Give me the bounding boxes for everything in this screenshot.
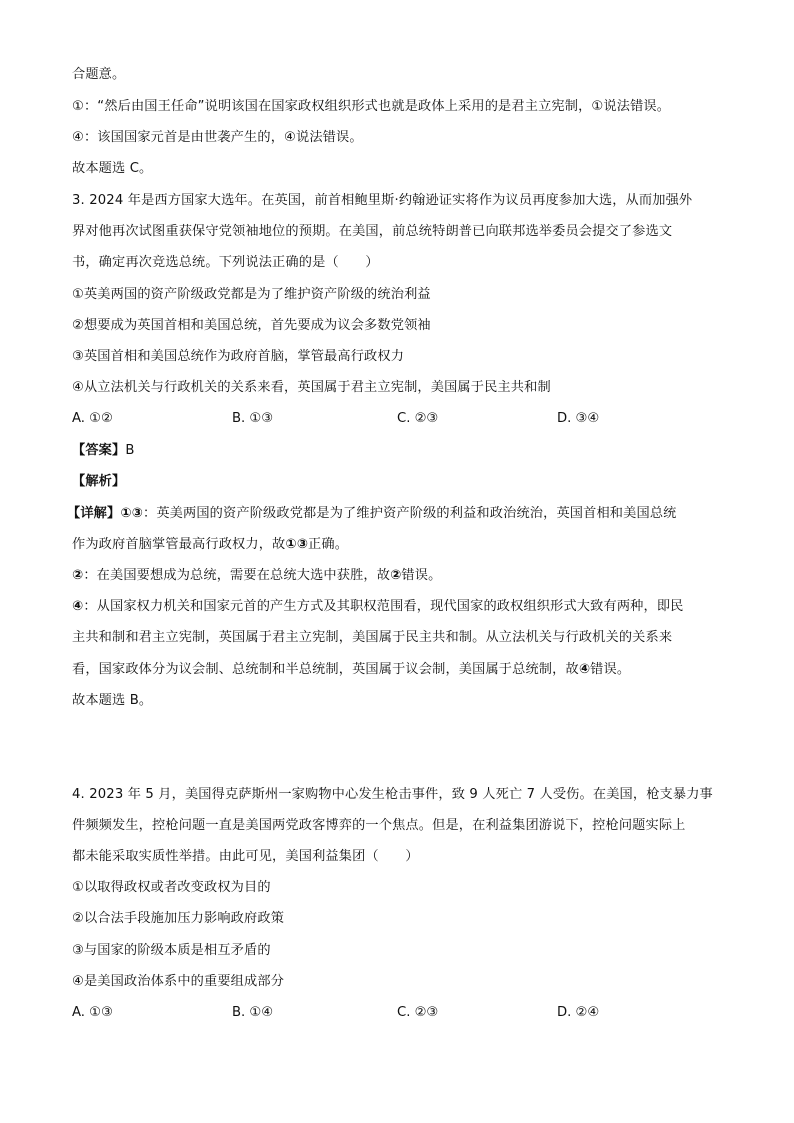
answer-tag: 【答案】	[72, 443, 126, 458]
statement-item: ①英美两国的资产阶级政党都是为了维护资产阶级的统治利益	[72, 287, 431, 302]
statement-item: ②想要成为英国首相和美国总统，首先要成为议会多数党领袖	[72, 318, 431, 333]
detail-line	[72, 567, 441, 585]
question-3-stem: 书，确定再次竞选总统。下列说法正确的是（ ）	[72, 255, 379, 270]
text-line: ④：该国国家元首是由世袭产生的，④说法错误。	[72, 130, 363, 145]
detail-text: ：从国家权力机关和国家元首的产生方式及其职权范围看，现代国家的政权组织形式大致有两种，即民	[83, 599, 684, 614]
detail-ref: ④	[72, 599, 84, 614]
detail-text: 错误。	[590, 662, 631, 677]
detail-line	[67, 505, 677, 523]
detail-line: 主共和制和君主立宪制，英国属于君主立宪制，美国属于民主共和制。从立法机关与行政机关的关系来	[72, 630, 673, 645]
statement-item: ②以合法手段施加压力影响政府政策	[72, 911, 285, 926]
detail-text: 看，国家政体分为议会制、总统制和半总统制，英国属于议会制，美国属于总统制，故	[72, 662, 579, 677]
question-4-stem: 都未能采取实质性举措。由此可见，美国利益集团（ ）	[72, 849, 419, 864]
option-c: C. ②③	[397, 1005, 439, 1020]
option-a: A. ①③	[72, 1005, 113, 1020]
analysis-tag: 【解析】	[72, 474, 126, 489]
answer-value: B	[125, 443, 135, 458]
detail-ref: ①③	[285, 537, 309, 552]
text-line: ①：“然后由国王任命”说明该国在国家政权组织形式也就是政体上采用的是君主立宪制，①说法错误。	[72, 99, 671, 114]
question-3-stem: 3. 2024 年是西方国家大选年。在英国，前首相鲍里斯·约翰逊证实将作为议员再度参加大选，从而加强外	[72, 193, 693, 208]
detail-ref: ④	[578, 662, 591, 677]
option-b: B. ①④	[232, 1005, 274, 1020]
option-a: A. ①②	[72, 411, 113, 426]
detail-tag: 【详解】	[67, 506, 121, 521]
statement-item: ③英国首相和美国总统作为政府首脑，掌管最高行政权力	[72, 349, 405, 364]
text-line: 故本题选 C。	[72, 161, 153, 176]
detail-text: ：英美两国的资产阶级政党都是为了维护资产阶级的利益和政治统治，英国首相和美国总统	[143, 506, 677, 521]
statement-item: ④是美国政治体系中的重要组成部分	[72, 974, 285, 989]
detail-text: 错误。	[401, 568, 442, 583]
detail-text: 正确。	[308, 537, 349, 552]
option-c: C. ②③	[397, 411, 439, 426]
detail-text: ：在美国要想成为总统，需要在总统大选中获胜，故	[83, 568, 391, 583]
answer-line	[72, 442, 135, 460]
option-b: B. ①③	[232, 411, 274, 426]
detail-line	[72, 661, 630, 679]
detail-line	[72, 598, 684, 616]
conclusion-line: 故本题选 B。	[72, 693, 153, 708]
statement-item: ①以取得政权或者改变政权为目的	[72, 880, 271, 895]
option-d: D. ②④	[557, 1005, 600, 1020]
detail-ref: ①③	[120, 506, 143, 521]
analysis-tag-line	[72, 473, 125, 491]
option-d: D. ③④	[557, 411, 600, 426]
detail-line	[72, 536, 348, 554]
statement-item: ③与国家的阶级本质是相互矛盾的	[72, 943, 271, 958]
detail-ref: ②	[72, 568, 84, 583]
question-3-stem: 界对他再次试图重获保守党领袖地位的预期。在美国，前总统特朗普已向联邦选举委员会提交了参选文	[72, 224, 673, 239]
question-4-stem: 件频频发生，控枪问题一直是美国两党政客博弈的一个焦点。但是，在利益集团游说下，控枪问题实际上	[72, 818, 686, 833]
text-line: 合题意。	[72, 67, 126, 82]
detail-ref: ②	[390, 568, 402, 583]
statement-item: ④从立法机关与行政机关的关系来看，英国属于君主立宪制，美国属于民主共和制	[72, 380, 551, 395]
question-4-stem: 4. 2023 年 5 月，美国得克萨斯州一家购物中心发生枪击事件，致 9 人死亡 7 人受伤。在美国，枪支暴力事	[72, 787, 713, 802]
detail-text: 作为政府首脑掌管最高行政权力，故	[72, 537, 286, 552]
